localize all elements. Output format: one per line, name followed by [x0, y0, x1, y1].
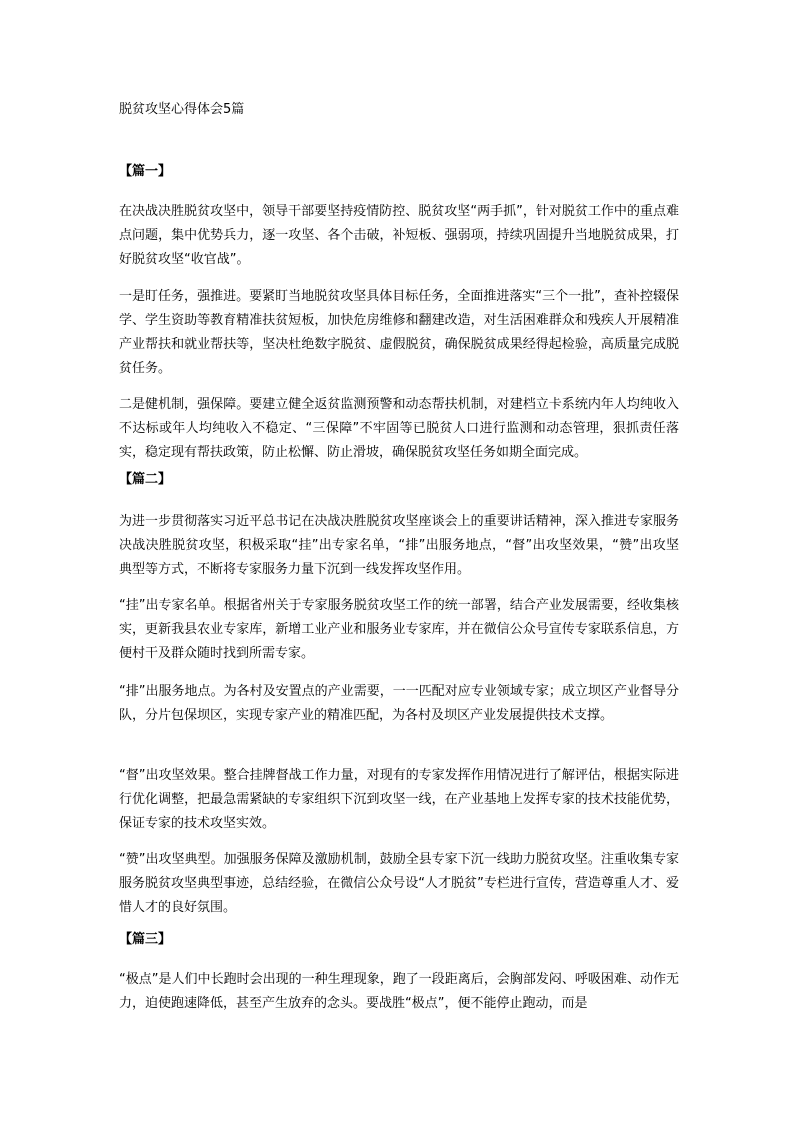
paragraph: “排”出服务地点。为各村及安置点的产业需要，一一匹配对应专业领域专家；成立坝区产业督导分队，分片包保坝区，实现专家产业的精准匹配，为各村及坝区产业发展提供技术支撑。: [119, 684, 679, 723]
paragraph: 在决战决胜脱贫攻坚中，领导干部要坚持疫情防控、脱贫攻坚“两手抓”，针对脱贫工作中的重点难点问题，集中优势兵力，逐一攻坚、各个击破，补短板、强弱项，持续巩固提升当地脱贫成果，打好脱贫攻坚“收官战”。: [119, 204, 679, 267]
paragraph: 为进一步贯彻落实习近平总书记在决战决胜脱贫攻坚座谈会上的重要讲话精神，深入推进专家服务决战决胜脱贫攻坚，积极采取“挂”出专家名单，“排”出服务地点，“督”出攻坚效果，“赞”出攻坚典型等方式，不断将专家服务力量下沉到一线发挥攻坚作用。: [119, 514, 679, 577]
paragraph: “极点”是人们中长跑时会出现的一种生理现象，跑了一段距离后，会胸部发闷、呼吸困难、动作无力，迫使跑速降低，甚至产生放弃的念头。要战胜“极点”，便不能停止跑动，而是: [119, 972, 679, 1011]
section-heading-1: 【篇一】: [119, 164, 172, 179]
paragraph: “赞”出攻坚典型。加强服务保障及激励机制，鼓励全县专家下沉一线助力脱贫攻坚。注重收集专家服务脱贫攻坚典型事迹，总结经验，在微信公众号设“人才脱贫”专栏进行宣传，营造尊重人才、爱惜人才的良好氛围。: [119, 852, 679, 915]
paragraph: “挂”出专家名单。根据省州关于专家服务脱贫攻坚工作的统一部署，结合产业发展需要，经收集核实，更新我县农业专家库，新增工业产业和服务业专家库，并在微信公众号宣传专家联系信息，方便村干及群众随时找到所需专家。: [119, 598, 679, 661]
paragraph: 二是健机制，强保障。要建立健全返贫监测预警和动态帮扶机制，对建档立卡系统内年人均纯收入不达标或年人均纯收入不稳定、“三保障”不牢固等已脱贫人口进行监测和动态管理，狠抓责任落实，稳定现有帮扶政策，防止松懈、防止滑坡，确保脱贫攻坚任务如期全面完成。: [119, 397, 679, 460]
section-heading-2: 【篇二】: [119, 472, 172, 487]
document-title: 脱贫攻坚心得体会5篇: [119, 102, 245, 117]
paragraph: 一是盯任务，强推进。要紧盯当地脱贫攻坚具体目标任务，全面推进落实“三个一批”，查补控辍保学、学生资助等教育精准扶贫短板，加快危房维修和翻建改造，对生活困难群众和残疾人开展精准产业帮扶和就业帮扶等，坚决杜绝数字脱贫、虚假脱贫，确保脱贫成果经得起检验，高质量完成脱贫任务。: [119, 289, 679, 376]
paragraph: “督”出攻坚效果。整合挂牌督战工作力量，对现有的专家发挥作用情况进行了解评估，根据实际进行优化调整，把最急需紧缺的专家组织下沉到攻坚一线，在产业基地上发挥专家的技术技能优势，保证专家的技术攻坚实效。: [119, 768, 679, 831]
section-heading-3: 【篇三】: [119, 932, 172, 947]
